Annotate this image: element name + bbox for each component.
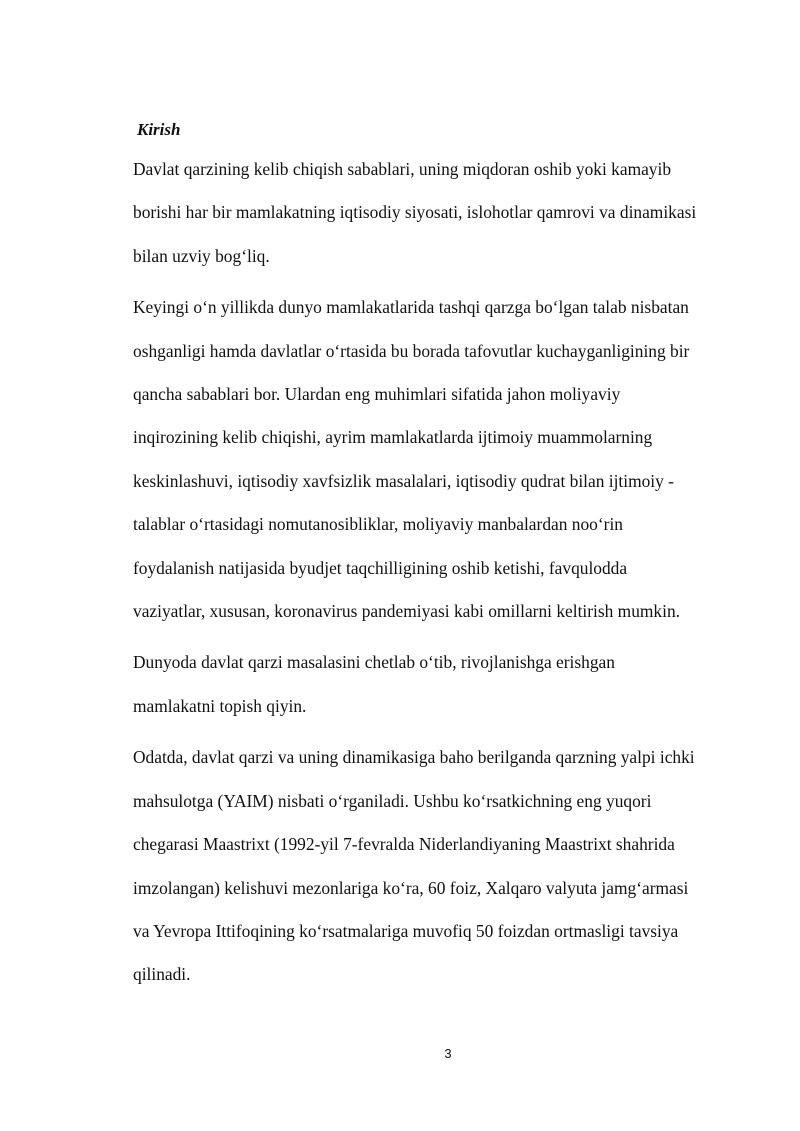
text-line: Keyingi o‘n yillikda dunyo mamlakatlarida tashqi qarzga bo‘lgan talab nisbatan	[133, 297, 689, 318]
paragraph-2	[133, 286, 745, 633]
text-line: borishi har bir mamlakatning iqtisodiy siyosati, islohotlar qamrovi va dinamikasi	[133, 202, 697, 223]
text-line: va Yevropa Ittifoqining ko‘rsatmalariga muvofiq 50 foizdan ortmasligi tavsiya	[133, 920, 679, 941]
text-line: oshganligi hamda davlatlar o‘rtasida bu borada tafovutlar kuchayganligining bir	[133, 340, 690, 361]
text-line: Davlat qarzining kelib chiqish sabablari, uning miqdoran oshib yoki kamayib	[133, 159, 672, 179]
page-content	[133, 118, 745, 1005]
text-line: chegarasi Maastrixt (1992-yil 7-fevralda Niderlandiyaning Maastrixt shahrida	[133, 834, 675, 855]
paragraph-3	[133, 641, 745, 728]
text-line: qilinadi.	[133, 964, 191, 985]
page-number: 3	[444, 1046, 452, 1061]
paragraph-1	[133, 148, 745, 278]
text-line: inqirozining kelib chiqishi, ayrim mamlakatlarda ijtimoiy muammolarning	[133, 427, 653, 448]
text-line: vaziyatlar, xususan, koronavirus pandemiyasi kabi omillarni keltirish mumkin.	[133, 601, 680, 622]
paragraph-4	[133, 736, 745, 996]
text-line: Dunyoda davlat qarzi masalasini chetlab o‘tib, rivojlanishga erishgan	[133, 652, 615, 673]
section-heading: Kirish	[137, 120, 181, 139]
text-line: talablar o‘rtasidagi nomutanosibliklar, moliyaviy manbalardan noo‘rin	[133, 514, 623, 535]
text-line: keskinlashuvi, iqtisodiy xavfsizlik masalalari, iqtisodiy qudrat bilan ijtimoiy -	[133, 470, 674, 491]
text-line: imzolangan) kelishuvi mezonlariga ko‘ra, 60 foiz, Xalqaro valyuta jamg‘armasi	[133, 877, 689, 898]
text-line: foydalanish natijasida byudjet taqchilligining oshib ketishi, favqulodda	[133, 557, 628, 578]
text-line: mamlakatni topish qiyin.	[133, 695, 307, 716]
text-line: qancha sabablari bor. Ulardan eng muhimlari sifatida jahon moliyaviy	[133, 384, 621, 405]
text-line: mahsulotga (YAIM) nisbati o‘rganiladi. Ushbu ko‘rsatkichning eng yuqori	[133, 790, 652, 811]
text-line: bilan uzviy bog‘liq.	[133, 245, 270, 266]
text-line: Odatda, davlat qarzi va uning dinamikasiga baho berilganda qarzning yalpi ichki	[133, 747, 695, 768]
